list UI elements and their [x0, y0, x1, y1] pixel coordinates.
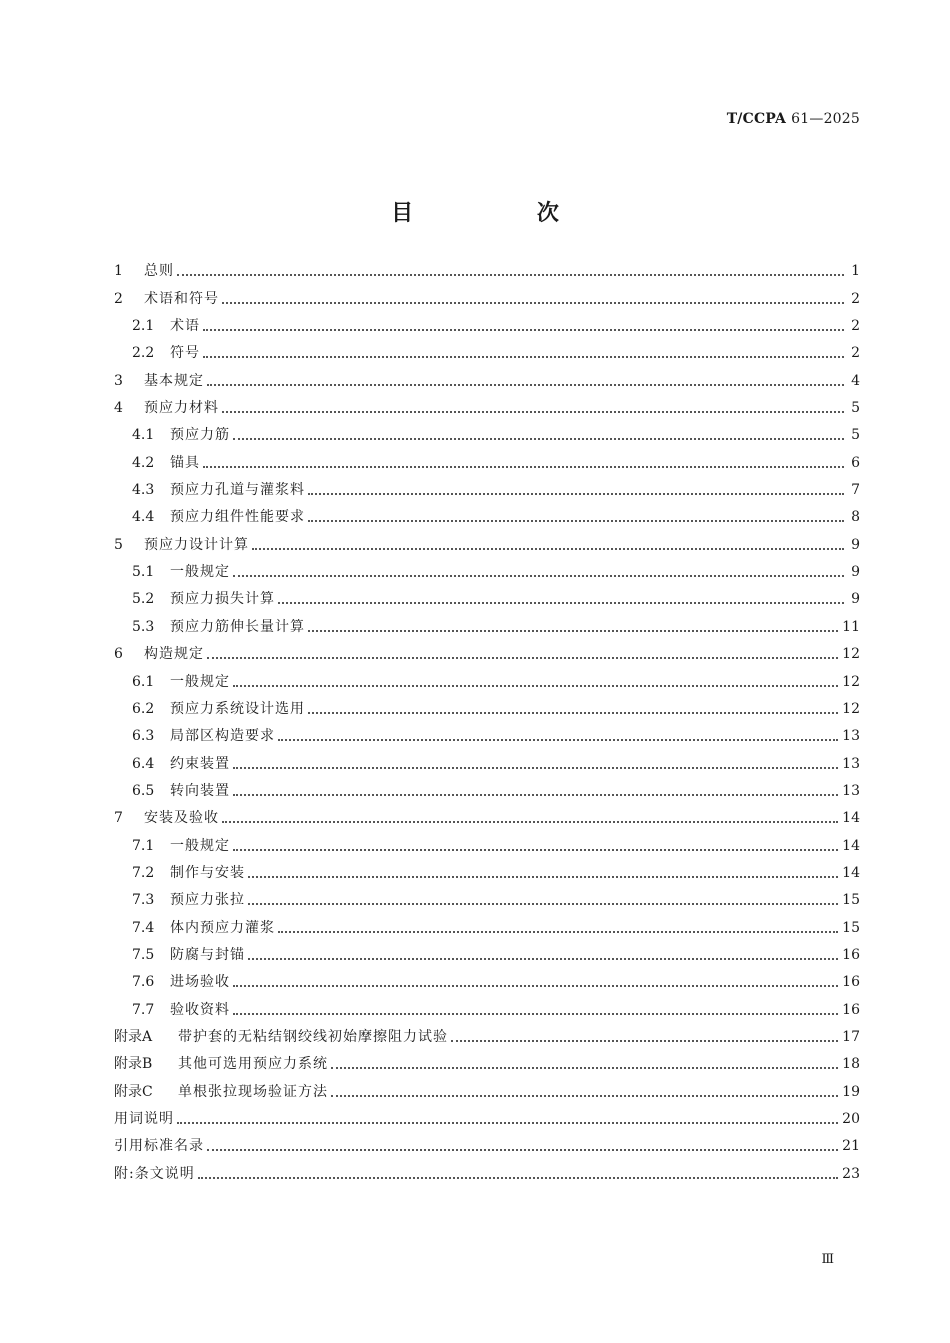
toc-entry-title: 单根张拉现场验证方法 [178, 1083, 328, 1100]
toc-entry-title: 带护套的无粘结钢绞线初始摩擦阻力试验 [178, 1028, 448, 1045]
toc-leader-dots [248, 903, 838, 905]
toc-entry[interactable] [114, 391, 860, 418]
toc-entry-number: 6.1 [132, 673, 155, 690]
toc-entry-page: 11 [842, 618, 860, 635]
toc-entry-number: 6 [114, 646, 123, 663]
toc-entry-page: 5 [851, 400, 860, 417]
toc-entry-label [132, 1000, 230, 1020]
toc-entry-label [132, 890, 245, 910]
toc-entry-label [114, 1109, 174, 1129]
toc-entry[interactable] [114, 309, 860, 336]
toc-entry-page: 15 [842, 919, 860, 936]
toc-leader-dots [198, 1177, 838, 1179]
toc-entry-page: 17 [842, 1028, 860, 1045]
toc-entry-number: 7.5 [132, 946, 155, 963]
toc-entry-page: 14 [842, 810, 860, 827]
toc-leader-dots [233, 794, 838, 796]
toc-entry-title: 验收资料 [170, 1001, 230, 1018]
toc-entry-title: 术语 [170, 318, 200, 335]
toc-entry[interactable] [114, 910, 860, 937]
toc-leader-dots [207, 1149, 838, 1151]
toc-leader-dots [248, 958, 838, 960]
toc-entry[interactable] [114, 828, 860, 855]
toc-entry-number: 5 [114, 536, 123, 553]
toc-entry-label [114, 808, 219, 828]
toc-leader-dots [308, 493, 844, 495]
toc-entry-number: 3 [114, 372, 123, 389]
toc-leader-dots [233, 1013, 838, 1015]
toc-entry-page: 12 [842, 646, 860, 663]
toc-entry[interactable] [114, 1074, 860, 1101]
toc-leader-dots [207, 657, 838, 659]
toc-entry-title: 一般规定 [170, 837, 230, 854]
toc-entry-label [114, 1027, 448, 1047]
toc-entry-number: 附录A [114, 1028, 153, 1045]
toc-entry[interactable] [114, 856, 860, 883]
toc-entry-title: 引用标准名录 [114, 1138, 204, 1155]
toc-entry-title: 预应力孔道与灌浆料 [170, 482, 305, 499]
toc-entry-title: 约束装置 [170, 755, 230, 772]
toc-entry-title: 锚具 [170, 454, 200, 471]
toc-entry[interactable] [114, 254, 860, 281]
toc-entry-title: 进场验收 [170, 974, 230, 991]
toc-leader-dots [248, 876, 838, 878]
toc-entry[interactable] [114, 883, 860, 910]
toc-leader-dots [203, 356, 844, 358]
toc-leader-dots [252, 548, 844, 550]
toc-leader-dots [233, 438, 844, 440]
toc-leader-dots [207, 384, 844, 386]
toc-entry-label [114, 398, 219, 418]
toc-entry-page: 6 [851, 454, 860, 471]
toc-entry-label [132, 726, 275, 746]
toc-entry-number: 7.4 [132, 919, 155, 936]
toc-entry-title: 基本规定 [144, 372, 204, 389]
toc-entry-page: 4 [851, 372, 860, 389]
toc-entry-label [132, 562, 230, 582]
toc-entry-label [132, 589, 275, 609]
toc-leader-dots [177, 274, 844, 276]
toc-entry-title: 制作与安装 [170, 864, 245, 881]
toc-entry-number: 5.3 [132, 618, 155, 635]
toc-entry-label [132, 480, 305, 500]
toc-entry-page: 1 [851, 263, 860, 280]
toc-entry-title: 安装及验收 [144, 810, 219, 827]
toc-entry-page: 14 [842, 837, 860, 854]
toc-entry-title: 一般规定 [170, 564, 230, 581]
table-of-contents [114, 254, 860, 1184]
toc-leader-dots [451, 1040, 838, 1042]
toc-entry-title: 防腐与封锚 [170, 946, 245, 963]
toc-entry-page: 19 [842, 1083, 860, 1100]
toc-entry-label [132, 863, 245, 883]
toc-entry-label [114, 1136, 204, 1156]
toc-leader-dots [177, 1122, 838, 1124]
toc-entry-number: 7.1 [132, 837, 155, 854]
toc-entry-label [132, 945, 245, 965]
standard-number: 61—2025 [791, 111, 860, 127]
toc-entry-page: 7 [851, 482, 860, 499]
toc-entry-label [132, 617, 305, 637]
toc-entry-label [114, 644, 204, 664]
toc-entry-title: 其他可选用预应力系统 [178, 1056, 328, 1073]
toc-entry-title: 局部区构造要求 [170, 728, 275, 745]
toc-entry-number: 附录C [114, 1083, 153, 1100]
toc-leader-dots [278, 739, 838, 741]
toc-entry-page: 14 [842, 864, 860, 881]
toc-entry-number: 6.5 [132, 782, 155, 799]
toc-entry-label [114, 1164, 195, 1184]
toc-entry-number: 6.3 [132, 728, 155, 745]
toc-leader-dots [233, 575, 844, 577]
toc-entry-title: 预应力组件性能要求 [170, 509, 305, 526]
toc-leader-dots [222, 821, 838, 823]
toc-entry-number: 7.6 [132, 974, 155, 991]
toc-entry-page: 16 [842, 974, 860, 991]
toc-entry-title: 预应力系统设计选用 [170, 700, 305, 717]
toc-entry-page: 12 [842, 673, 860, 690]
toc-entry-label [132, 672, 230, 692]
toc-leader-dots [331, 1067, 838, 1069]
toc-entry-label [114, 289, 219, 309]
toc-entry[interactable] [114, 473, 860, 500]
page-title: 目 次 [391, 201, 617, 226]
toc-entry[interactable] [114, 609, 860, 636]
toc-entry-title: 预应力损失计算 [170, 591, 275, 608]
toc-leader-dots [278, 602, 844, 604]
toc-leader-dots [308, 712, 838, 714]
toc-leader-dots [308, 630, 838, 632]
toc-entry[interactable] [114, 281, 860, 308]
toc-entry[interactable] [114, 555, 860, 582]
toc-entry-number: 2.1 [132, 318, 155, 335]
toc-entry-page: 2 [851, 345, 860, 362]
toc-entry-label [114, 371, 204, 391]
toc-entry[interactable] [114, 774, 860, 801]
toc-entry-number: 5.2 [132, 591, 155, 608]
toc-entry-number: 7 [114, 810, 123, 827]
toc-entry-page: 2 [851, 318, 860, 335]
toc-leader-dots [233, 767, 838, 769]
toc-entry[interactable] [114, 664, 860, 691]
toc-entry-label [132, 754, 230, 774]
toc-entry[interactable] [114, 692, 860, 719]
toc-entry-title: 构造规定 [144, 646, 204, 663]
toc-leader-dots [331, 1095, 838, 1097]
toc-entry[interactable] [114, 336, 860, 363]
toc-entry-page: 16 [842, 946, 860, 963]
toc-entry[interactable] [114, 1020, 860, 1047]
toc-entry-page: 9 [851, 536, 860, 553]
toc-entry-title: 预应力筋 [170, 427, 230, 444]
toc-entry-title: 体内预应力灌浆 [170, 919, 275, 936]
toc-entry-page: 13 [842, 728, 860, 745]
toc-entry-page: 18 [842, 1056, 860, 1073]
toc-entry[interactable] [114, 1156, 860, 1183]
toc-entry-label [132, 836, 230, 856]
toc-entry[interactable] [114, 1102, 860, 1129]
toc-entry-title: 总则 [144, 263, 174, 280]
toc-entry-label [132, 507, 305, 527]
toc-entry-number: 7.7 [132, 1001, 155, 1018]
toc-entry-title: 附:条文说明 [114, 1165, 195, 1182]
toc-leader-dots [203, 329, 844, 331]
toc-entry-title: 转向装置 [170, 782, 230, 799]
toc-entry-number: 7.2 [132, 864, 155, 881]
toc-leader-dots [278, 931, 838, 933]
toc-entry-label [132, 425, 230, 445]
toc-entry[interactable] [114, 992, 860, 1019]
toc-entry[interactable] [114, 527, 860, 554]
toc-leader-dots [233, 685, 838, 687]
toc-leader-dots [233, 985, 838, 987]
toc-entry-label [114, 535, 249, 555]
toc-entry-number: 2.2 [132, 345, 155, 362]
toc-entry-number: 4.3 [132, 482, 155, 499]
toc-entry-page: 16 [842, 1001, 860, 1018]
toc-entry-page: 12 [842, 700, 860, 717]
toc-entry-title: 预应力设计计算 [144, 536, 249, 553]
toc-entry[interactable] [114, 1047, 860, 1074]
toc-entry[interactable] [114, 746, 860, 773]
toc-entry-title: 一般规定 [170, 673, 230, 690]
toc-entry[interactable] [114, 938, 860, 965]
toc-entry-label [132, 343, 200, 363]
toc-entry-page: 9 [851, 591, 860, 608]
standard-prefix: T/CCPA [726, 111, 787, 127]
toc-entry[interactable] [114, 500, 860, 527]
standard-code [727, 111, 860, 127]
toc-entry[interactable] [114, 1129, 860, 1156]
toc-entry-page: 15 [842, 892, 860, 909]
toc-entry-number: 5.1 [132, 564, 155, 581]
toc-entry[interactable] [114, 719, 860, 746]
toc-entry-title: 用词说明 [114, 1111, 174, 1127]
toc-entry-label [114, 261, 174, 281]
toc-leader-dots [203, 466, 844, 468]
toc-entry-label [132, 699, 305, 719]
toc-entry-label [132, 453, 200, 473]
toc-entry-page: 5 [851, 427, 860, 444]
toc-entry-page: 2 [851, 290, 860, 307]
page-number: Ⅲ [821, 1252, 834, 1267]
toc-entry-label [132, 781, 230, 801]
toc-entry-label [114, 1082, 328, 1102]
toc-leader-dots [233, 849, 838, 851]
toc-entry-number: 4.4 [132, 509, 155, 526]
toc-entry[interactable] [114, 363, 860, 390]
toc-entry-number: 附录B [114, 1056, 153, 1073]
toc-entry-number: 6.2 [132, 700, 155, 717]
toc-entry[interactable] [114, 445, 860, 472]
toc-entry-page: 13 [842, 755, 860, 772]
toc-entry[interactable] [114, 418, 860, 445]
toc-entry-page: 23 [842, 1165, 860, 1182]
toc-entry[interactable] [114, 965, 860, 992]
toc-entry[interactable] [114, 637, 860, 664]
toc-entry-label [114, 1054, 328, 1074]
toc-entry-label [132, 316, 200, 336]
toc-entry-label [132, 972, 230, 992]
toc-entry-number: 4 [114, 400, 123, 417]
toc-entry-page: 13 [842, 782, 860, 799]
toc-entry-page: 8 [851, 509, 860, 526]
toc-entry-title: 符号 [170, 345, 200, 362]
toc-entry-number: 2 [114, 290, 123, 307]
toc-entry-title: 术语和符号 [144, 290, 219, 307]
toc-entry-number: 7.3 [132, 892, 155, 909]
toc-leader-dots [222, 302, 844, 304]
toc-entry-title: 预应力材料 [144, 400, 219, 417]
toc-entry[interactable] [114, 582, 860, 609]
toc-entry-number: 4.1 [132, 427, 155, 444]
toc-entry-page: 9 [851, 564, 860, 581]
toc-entry-number: 1 [114, 263, 123, 280]
toc-entry-number: 4.2 [132, 454, 155, 471]
toc-entry-number: 6.4 [132, 755, 155, 772]
toc-entry-page: 20 [842, 1111, 860, 1127]
toc-leader-dots [222, 411, 844, 413]
toc-leader-dots [308, 520, 844, 522]
toc-entry[interactable] [114, 801, 860, 828]
toc-entry-title: 预应力张拉 [170, 892, 245, 909]
toc-entry-page: 21 [842, 1138, 860, 1155]
toc-entry-title: 预应力筋伸长量计算 [170, 618, 305, 635]
toc-entry-label [132, 918, 275, 938]
